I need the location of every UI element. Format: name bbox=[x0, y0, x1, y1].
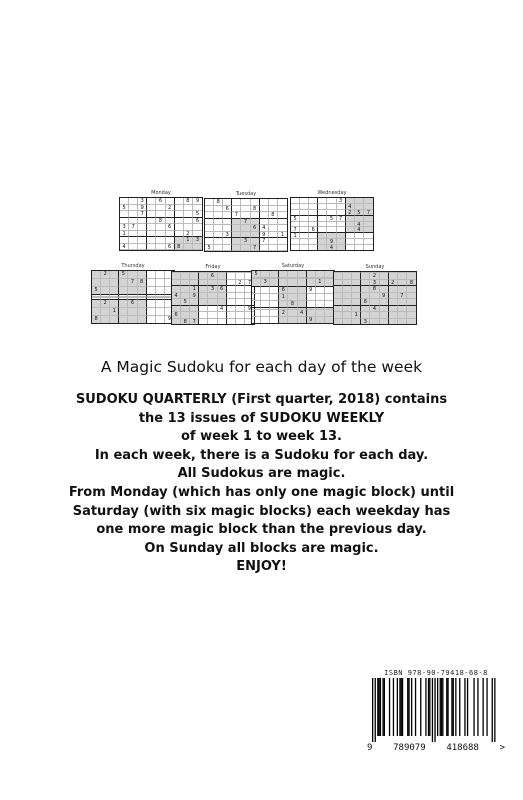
sudoku-cell bbox=[279, 271, 288, 278]
description-line: SUDOKU QUARTERLY (First quarter, 2018) contains bbox=[75, 392, 448, 407]
sudoku-cell bbox=[407, 319, 416, 325]
sudoku-cell bbox=[147, 279, 156, 287]
ean-quiet-zone-mark: > bbox=[499, 743, 505, 753]
sudoku-cell: 6 bbox=[128, 300, 137, 308]
description-line: the 13 issues of SUDOKU WEEKLY bbox=[138, 410, 385, 426]
sudoku-cell bbox=[261, 271, 270, 278]
sudoku-cell bbox=[92, 279, 101, 287]
sudoku-grid bbox=[171, 271, 255, 325]
barcode-bar bbox=[375, 678, 376, 742]
sudoku-cell bbox=[128, 308, 137, 316]
sudoku-cell bbox=[156, 244, 165, 251]
barcode-bar bbox=[434, 678, 435, 742]
sudoku-cell bbox=[346, 245, 355, 250]
sudoku-cell bbox=[147, 271, 156, 279]
sudoku-cell bbox=[138, 287, 147, 295]
barcode-bar bbox=[477, 678, 478, 736]
sudoku-cell: 6 bbox=[156, 198, 165, 205]
description-line: ENJOY! bbox=[236, 559, 287, 575]
sudoku-grid bbox=[251, 270, 335, 324]
day-label: Wednesday bbox=[317, 190, 347, 196]
isbn-label: ISBN 978-90-79418-68-8 bbox=[384, 669, 488, 677]
sudoku-cell bbox=[270, 301, 279, 308]
sudoku-cell: 1 bbox=[120, 231, 129, 238]
barcode-bar bbox=[425, 678, 426, 736]
day-label: Saturday bbox=[281, 263, 305, 269]
sudoku-cell: 8 bbox=[138, 279, 147, 287]
barcode-bar bbox=[389, 678, 390, 736]
description-line: one more magic block than the previous day. bbox=[96, 522, 427, 538]
sudoku-cell: 4 bbox=[327, 245, 336, 250]
sudoku-cell: 5 bbox=[327, 216, 336, 222]
sudoku-cell bbox=[307, 301, 316, 308]
barcode-bar bbox=[455, 678, 456, 736]
sudoku-cell bbox=[147, 300, 156, 308]
barcode-bar bbox=[447, 678, 448, 736]
sudoku-cell bbox=[307, 294, 316, 301]
sudoku-grid bbox=[119, 197, 203, 251]
sudoku-cell: 8 bbox=[370, 286, 379, 293]
description-line: Saturday (with six magic blocks) each weekday has bbox=[72, 503, 451, 519]
sudoku-cell: 1 bbox=[278, 232, 287, 239]
sudoku-cell bbox=[156, 300, 165, 308]
barcode-bar bbox=[483, 678, 484, 736]
sudoku-cell: 6 bbox=[193, 218, 202, 225]
sudoku-cell bbox=[252, 310, 261, 317]
sudoku-cell bbox=[316, 287, 325, 294]
sudoku-cell: 8 bbox=[156, 218, 165, 225]
sudoku-cell: 9 bbox=[380, 293, 389, 300]
sudoku-cell: 9 bbox=[193, 198, 202, 205]
sudoku-cell: 7 bbox=[138, 211, 147, 218]
sudoku-cell bbox=[270, 279, 279, 286]
sudoku-cell bbox=[252, 301, 261, 308]
sudoku-cell bbox=[270, 317, 279, 323]
sudoku-cell: 5 bbox=[291, 216, 300, 222]
sudoku-cell bbox=[288, 294, 297, 301]
sudoku-cell bbox=[355, 245, 364, 250]
barcode-bar bbox=[415, 678, 416, 736]
sudoku-cell bbox=[184, 244, 193, 251]
sudoku-cell bbox=[138, 300, 147, 308]
sudoku-cell: 9 bbox=[190, 293, 199, 300]
sudoku-cell bbox=[138, 308, 147, 316]
sudoku-cell: 3 bbox=[261, 279, 270, 286]
sudoku-cell bbox=[270, 271, 279, 278]
barcode-bar bbox=[384, 678, 385, 736]
barcode-bar bbox=[432, 678, 433, 742]
sudoku-cell bbox=[92, 300, 101, 308]
description bbox=[30, 391, 493, 577]
description-line: From Monday (which has only one magic block) until bbox=[68, 484, 455, 500]
sudoku-cell bbox=[119, 316, 128, 323]
sudoku-cell: 7 bbox=[398, 293, 407, 300]
sudoku-cell: 2 bbox=[236, 280, 245, 287]
barcode-bar bbox=[382, 678, 383, 736]
sudoku-cell bbox=[156, 271, 165, 279]
sudoku-cell bbox=[138, 271, 147, 279]
sudoku-cell bbox=[269, 245, 278, 252]
sudoku-cell: 9 bbox=[307, 317, 316, 323]
sudoku-cell bbox=[352, 319, 361, 325]
barcode-bar bbox=[377, 678, 378, 736]
sudoku-cell: 2 bbox=[346, 210, 355, 216]
sudoku-cell bbox=[193, 244, 202, 251]
sudoku-cell bbox=[300, 245, 309, 250]
ean-digit-group-right: 418688 bbox=[446, 743, 479, 753]
sudoku-cell: 8 bbox=[407, 280, 416, 287]
sudoku-cell bbox=[337, 245, 346, 250]
sudoku-cell bbox=[227, 319, 236, 325]
sudoku-cell bbox=[288, 317, 297, 323]
sudoku-cell: 7 bbox=[232, 212, 241, 219]
barcode-bar bbox=[453, 678, 454, 736]
sudoku-cell bbox=[156, 308, 165, 316]
sudoku-grid bbox=[91, 270, 175, 324]
barcode-bar bbox=[397, 678, 398, 736]
sudoku-cell bbox=[252, 279, 261, 286]
sudoku-cell bbox=[380, 319, 389, 325]
sudoku-tuesday bbox=[204, 190, 288, 252]
ean-digit-lead: 9 bbox=[367, 743, 373, 753]
sudoku-cell bbox=[316, 310, 325, 317]
sudoku-cell bbox=[291, 245, 300, 250]
sudoku-cell bbox=[156, 279, 165, 287]
barcode-bar bbox=[451, 678, 452, 736]
barcode-bar bbox=[380, 678, 381, 736]
headline: A Magic Sudoku for each day of the week bbox=[100, 358, 423, 376]
sudoku-cell: 7 bbox=[241, 219, 250, 226]
sudoku-cell bbox=[101, 308, 110, 316]
sudoku-cell bbox=[279, 301, 288, 308]
sudoku-cell bbox=[364, 245, 373, 250]
sudoku-cell bbox=[261, 310, 270, 317]
barcode-bar bbox=[372, 678, 373, 742]
sudoku-cell bbox=[128, 287, 137, 295]
barcode-bar bbox=[464, 678, 465, 736]
sudoku-cell bbox=[260, 245, 269, 252]
sudoku-cell: 9 bbox=[327, 239, 336, 245]
sudoku-cell: 6 bbox=[309, 227, 318, 233]
ean-digit-group-left: 789079 bbox=[393, 743, 426, 753]
barcode-bar bbox=[486, 678, 487, 736]
sudoku-cell bbox=[232, 245, 241, 252]
sudoku-cell: 1 bbox=[110, 308, 119, 316]
sudoku-cell: 1 bbox=[352, 312, 361, 319]
sudoku-cell bbox=[316, 271, 325, 278]
barcode-bar bbox=[492, 678, 493, 742]
sudoku-cell: 6 bbox=[166, 224, 175, 231]
sudoku-cell bbox=[298, 294, 307, 301]
sudoku-saturday bbox=[251, 262, 335, 324]
sudoku-cell bbox=[261, 294, 270, 301]
sudoku-cell bbox=[270, 294, 279, 301]
sudoku-cell: 5 bbox=[120, 205, 129, 212]
sudoku-cell bbox=[334, 319, 343, 325]
sudoku-cell bbox=[138, 316, 147, 323]
sudoku-cell: 3 bbox=[193, 237, 202, 244]
sudoku-cell: 3 bbox=[337, 198, 346, 204]
sudoku-cell: 5 bbox=[92, 287, 101, 295]
barcode-bar bbox=[411, 678, 412, 736]
sudoku-cell bbox=[128, 271, 137, 279]
sudoku-cell bbox=[119, 287, 128, 295]
sudoku-cell: 3 bbox=[361, 319, 370, 325]
description-line: In each week, there is a Sudoku for each day. bbox=[94, 447, 429, 463]
sudoku-cell: 2 bbox=[184, 231, 193, 238]
sudoku-cell bbox=[252, 317, 261, 323]
sudoku-cell: 6 bbox=[208, 273, 217, 280]
sudoku-cell bbox=[110, 287, 119, 295]
sudoku-cell: 2 bbox=[166, 205, 175, 212]
sudoku-cell: 3 bbox=[208, 286, 217, 293]
sudoku-cell: 8 bbox=[214, 199, 223, 206]
sudoku-cell: 5 bbox=[193, 211, 202, 218]
ean-digits bbox=[366, 742, 506, 754]
barcode-bar bbox=[420, 678, 421, 736]
sudoku-cell: 3 bbox=[138, 198, 147, 205]
sudoku-cell: 2 bbox=[389, 280, 398, 287]
sudoku-cell: 3 bbox=[241, 238, 250, 245]
description-line: All Sudokus are magic. bbox=[177, 466, 346, 482]
sudoku-cell: 9 bbox=[138, 205, 147, 212]
description-line: On Sunday all blocks are magic. bbox=[144, 540, 379, 556]
sudoku-cell bbox=[270, 310, 279, 317]
sudoku-cell: 7 bbox=[251, 245, 260, 252]
sudoku-cell bbox=[279, 317, 288, 323]
sudoku-cell: 4 bbox=[355, 227, 364, 233]
sudoku-cell bbox=[343, 319, 352, 325]
sudoku-cell: 4 bbox=[260, 225, 269, 232]
sudoku-cell: 6 bbox=[251, 225, 260, 232]
sudoku-cell: 7 bbox=[337, 216, 346, 222]
sudoku-cell: 7 bbox=[129, 224, 138, 231]
sudoku-friday bbox=[171, 263, 255, 325]
sudoku-cell bbox=[214, 245, 223, 252]
sudoku-cell bbox=[252, 287, 261, 294]
sudoku-cell: 3 bbox=[223, 232, 232, 239]
sudoku-cell: 7 bbox=[291, 227, 300, 233]
sudoku-cell bbox=[218, 319, 227, 325]
sudoku-cell: 9 bbox=[167, 316, 172, 323]
sudoku-cell: 6 bbox=[166, 244, 175, 251]
sudoku-cell bbox=[288, 287, 297, 294]
sudoku-cell: 8 bbox=[175, 244, 184, 251]
sudoku-cell: 2 bbox=[370, 273, 379, 280]
barcode-bar bbox=[399, 678, 400, 736]
sudoku-cell bbox=[156, 287, 165, 295]
sudoku-cell bbox=[261, 301, 270, 308]
sudoku-cell: 8 bbox=[181, 319, 190, 325]
sudoku-cell: 1 bbox=[190, 286, 199, 293]
sudoku-cell bbox=[110, 279, 119, 287]
barcode-bar bbox=[401, 678, 402, 736]
sudoku-cell bbox=[307, 310, 316, 317]
sudoku-cell bbox=[398, 319, 407, 325]
sudoku-cell: 3 bbox=[120, 224, 129, 231]
sudoku-cell bbox=[110, 271, 119, 279]
sudoku-cell bbox=[307, 271, 316, 278]
barcode-bar bbox=[473, 678, 474, 736]
sudoku-cell: 1 bbox=[279, 294, 288, 301]
sudoku-cell bbox=[110, 300, 119, 308]
sudoku-cell: 6 bbox=[279, 287, 288, 294]
sudoku-cell: 3 bbox=[370, 280, 379, 287]
sudoku-cell bbox=[119, 308, 128, 316]
barcode-bar bbox=[402, 678, 403, 736]
sudoku-cell: 4 bbox=[218, 306, 227, 313]
sudoku-cell: 1 bbox=[291, 233, 300, 239]
sudoku-cell bbox=[147, 287, 156, 295]
barcode-bar bbox=[442, 678, 443, 736]
sudoku-cell bbox=[252, 294, 261, 301]
sudoku-cell: 9 bbox=[245, 306, 254, 313]
sudoku-cell bbox=[101, 279, 110, 287]
sudoku-cell bbox=[316, 294, 325, 301]
sudoku-cell: 8 bbox=[184, 198, 193, 205]
sudoku-cell bbox=[288, 310, 297, 317]
barcode-bar bbox=[379, 678, 380, 736]
sudoku-cell: 8 bbox=[361, 299, 370, 306]
sudoku-cell: 2 bbox=[101, 271, 110, 279]
sudoku-cell bbox=[147, 244, 156, 251]
sudoku-cell bbox=[119, 279, 128, 287]
sudoku-cell: 2 bbox=[101, 300, 110, 308]
description-line: of week 1 to week 13. bbox=[180, 429, 342, 445]
barcode-bar bbox=[428, 678, 429, 736]
sudoku-cell: 8 bbox=[288, 301, 297, 308]
sudoku-cell: 4 bbox=[172, 293, 181, 300]
day-label: Sunday bbox=[365, 264, 385, 270]
barcode-bar bbox=[408, 678, 409, 736]
sudoku-cell bbox=[279, 279, 288, 286]
sudoku-cell: 5 bbox=[119, 271, 128, 279]
sudoku-cell: 7 bbox=[128, 279, 137, 287]
sudoku-cell: 1 bbox=[316, 279, 325, 286]
sudoku-cell: 5 bbox=[355, 210, 364, 216]
sudoku-cell bbox=[101, 287, 110, 295]
sudoku-cell bbox=[129, 244, 138, 251]
sudoku-cell: 4 bbox=[120, 244, 129, 251]
sudoku-cell: 7 bbox=[364, 210, 373, 216]
sudoku-cell bbox=[318, 245, 327, 250]
sudoku-cell bbox=[316, 301, 325, 308]
sudoku-cell: 4 bbox=[355, 222, 364, 228]
sudoku-cell: 8 bbox=[251, 206, 260, 213]
isbn-barcode bbox=[366, 668, 506, 754]
sudoku-cell bbox=[199, 319, 208, 325]
sudoku-cell bbox=[298, 317, 307, 323]
sudoku-cell bbox=[370, 319, 379, 325]
sudoku-cell: 5 bbox=[252, 271, 261, 278]
sudoku-cell: 8 bbox=[92, 316, 101, 323]
sudoku-cell bbox=[119, 300, 128, 308]
sudoku-cell bbox=[138, 244, 147, 251]
sudoku-cell bbox=[298, 301, 307, 308]
barcode-bar bbox=[407, 678, 408, 736]
sudoku-grid bbox=[290, 197, 374, 251]
sudoku-cell: 7 bbox=[245, 280, 254, 287]
sudoku-cell bbox=[92, 308, 101, 316]
sudoku-cell bbox=[261, 317, 270, 323]
day-label: Thursday bbox=[121, 263, 145, 269]
sudoku-cell bbox=[92, 271, 101, 279]
sudoku-cell: 9 bbox=[307, 287, 316, 294]
sudoku-cell bbox=[270, 287, 279, 294]
sudoku-cell: 2 bbox=[279, 310, 288, 317]
sudoku-cell bbox=[128, 316, 137, 323]
sudoku-cell: 6 bbox=[172, 312, 181, 319]
sudoku-cell: 4 bbox=[346, 204, 355, 210]
sudoku-cell: 6 bbox=[223, 206, 232, 213]
sudoku-cell bbox=[288, 279, 297, 286]
sudoku-thursday bbox=[91, 262, 175, 324]
sudoku-cell bbox=[288, 271, 297, 278]
barcode-bar bbox=[494, 678, 495, 742]
sudoku-cell: 5 bbox=[205, 245, 214, 252]
sudoku-cell bbox=[309, 245, 318, 250]
sudoku-cell bbox=[278, 245, 287, 252]
sudoku-cell bbox=[261, 287, 270, 294]
sudoku-cell bbox=[241, 245, 250, 252]
sudoku-cell bbox=[298, 279, 307, 286]
sudoku-cell bbox=[156, 316, 165, 323]
sudoku-grid bbox=[333, 271, 417, 325]
sudoku-cell bbox=[147, 316, 156, 323]
barcode-bar bbox=[446, 678, 447, 736]
sudoku-cell: 4 bbox=[370, 306, 379, 313]
sudoku-cell bbox=[208, 319, 217, 325]
sudoku-cell: 4 bbox=[298, 310, 307, 317]
sudoku-cell: 6 bbox=[218, 286, 227, 293]
sudoku-cell: 9 bbox=[260, 232, 269, 239]
sudoku-cell: 5 bbox=[181, 299, 190, 306]
sudoku-cell bbox=[172, 319, 181, 325]
day-label: Friday bbox=[205, 264, 221, 270]
barcode-bar bbox=[429, 678, 430, 736]
barcode-bar bbox=[393, 678, 394, 736]
barcode-bar bbox=[459, 678, 460, 736]
sudoku-cell bbox=[110, 316, 119, 323]
sudoku-cell bbox=[316, 317, 325, 323]
sudoku-sunday bbox=[333, 263, 417, 325]
sudoku-cell: 8 bbox=[269, 212, 278, 219]
sudoku-cell bbox=[298, 287, 307, 294]
sudoku-cell: 7 bbox=[190, 319, 199, 325]
sudoku-cell bbox=[298, 271, 307, 278]
barcode-bar bbox=[441, 678, 442, 736]
sudoku-cell bbox=[101, 316, 110, 323]
sudoku-grid bbox=[204, 198, 288, 252]
sudoku-cell bbox=[147, 308, 156, 316]
day-label: Tuesday bbox=[235, 191, 257, 197]
sudoku-cell bbox=[223, 245, 232, 252]
sudoku-monday bbox=[119, 189, 203, 251]
sudoku-cell bbox=[307, 279, 316, 286]
sudoku-cell: 7 bbox=[260, 238, 269, 245]
sudoku-cell bbox=[389, 319, 398, 325]
sudoku-cell: 1 bbox=[184, 237, 193, 244]
sudoku-cell bbox=[236, 319, 245, 325]
sudoku-wednesday bbox=[290, 189, 374, 251]
barcode-bar bbox=[467, 678, 468, 736]
day-label: Monday bbox=[151, 190, 171, 196]
barcode-icon bbox=[369, 678, 501, 742]
barcode-bar bbox=[437, 678, 438, 736]
barcode-bar bbox=[440, 678, 441, 736]
